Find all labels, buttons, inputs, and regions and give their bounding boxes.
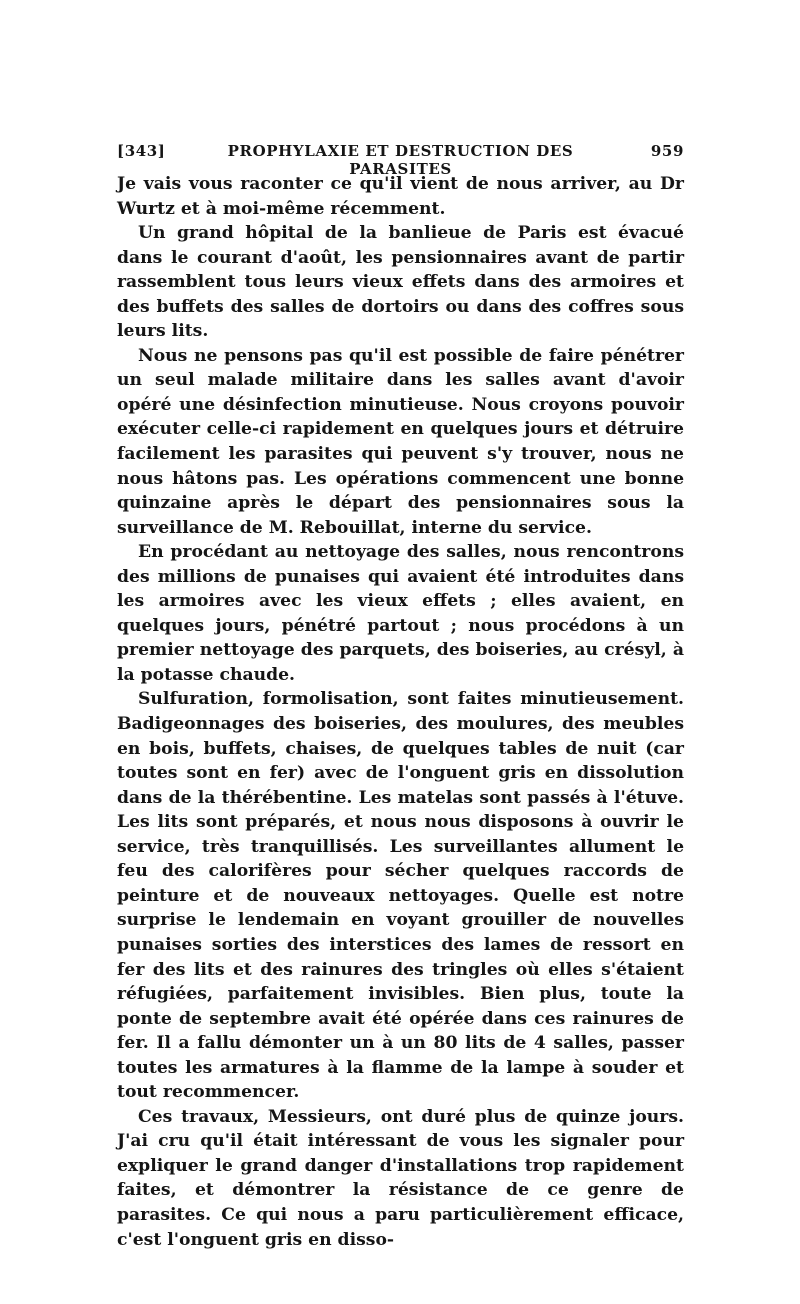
body-text — [117, 172, 684, 1252]
paragraph: Un grand hôpital de la banlieue de Paris est évacué dans le courant d'août, les pensionnaires avant de partir rassemblent tous leurs vieux effets dans des armoires et des buffets des salles de dortoirs ou dans des coffres sous leurs lits. — [117, 223, 684, 342]
paragraph: Ces travaux, Messieurs, ont duré plus de quinze jours. J'ai cru qu'il était intéressant de vous les signaler pour expliquer le grand danger d'installations trop rapidement faites, et démontrer la résistance de ce genre de parasites. Ce qui nous a paru particulièrement efficace, c'est l'onguent gris en disso- — [117, 1106, 684, 1250]
running-header — [117, 142, 684, 178]
document-page — [117, 142, 684, 1252]
section-number: [343] — [117, 142, 166, 160]
paragraph: Nous ne pensons pas qu'il est possible de faire pénétrer un seul malade militaire dans les salles avant d'avoir opéré une désinfection minutieuse. Nous croyons pouvoir exécuter celle-ci rapidement en quelques jours et détruire facilement les parasites qui peuvent s'y trouver, nous ne nous hâtons pas. Les opérations commencent une bonne quinzaine après le départ des pensionnaires sous la surveillance de M. Rebouillat, interne du service. — [117, 345, 684, 538]
running-title: PROPHYLAXIE ET DESTRUCTION DES PARASITES — [227, 142, 574, 178]
paragraph: Sulfuration, formolisation, sont faites minutieusement. Badigeonnages des boiseries, des moulures, des meubles en bois, buffets, chaises, de quelques tables de nuit (car toutes sont en fer) avec de l'onguent gris en dissolution dans de la thérébentine. Les matelas sont passés à l'étuve. Les lits sont préparés, et nous nous disposons à ouvrir le service, très tranquillisés. Les surveillantes allument le feu des calorifères pour sécher quelques raccords de peinture et de nouveaux nettoyages. Quelle est notre surprise le lendemain en voyant grouiller de nouvelles punaises sorties des interstices des lames de ressort en fer des lits et des rainures des tringles où elles s'étaient réfugiées, parfaitement invisibles. Bien plus, toute la ponte de septembre avait été opérée dans ces rainures de fer. Il a fallu démonter un à un 80 lits de 4 salles, passer toutes les armatures à la flamme de la lampe à souder et tout recommencer. — [117, 689, 684, 1103]
paragraph: Je vais vous raconter ce qu'il vient de nous arriver, au Dr Wurtz et à moi-même récemment. — [117, 174, 684, 219]
page-number: 959 — [650, 142, 684, 160]
paragraph: En procédant au nettoyage des salles, nous rencontrons des millions de punaises qui avaient été introduites dans les armoires avec les vieux effets ; elles avaient, en quelques jours, pénétré partout ; nous procédons à un premier nettoyage des parquets, des boiseries, au crésyl, à la potasse chaude. — [117, 542, 684, 685]
